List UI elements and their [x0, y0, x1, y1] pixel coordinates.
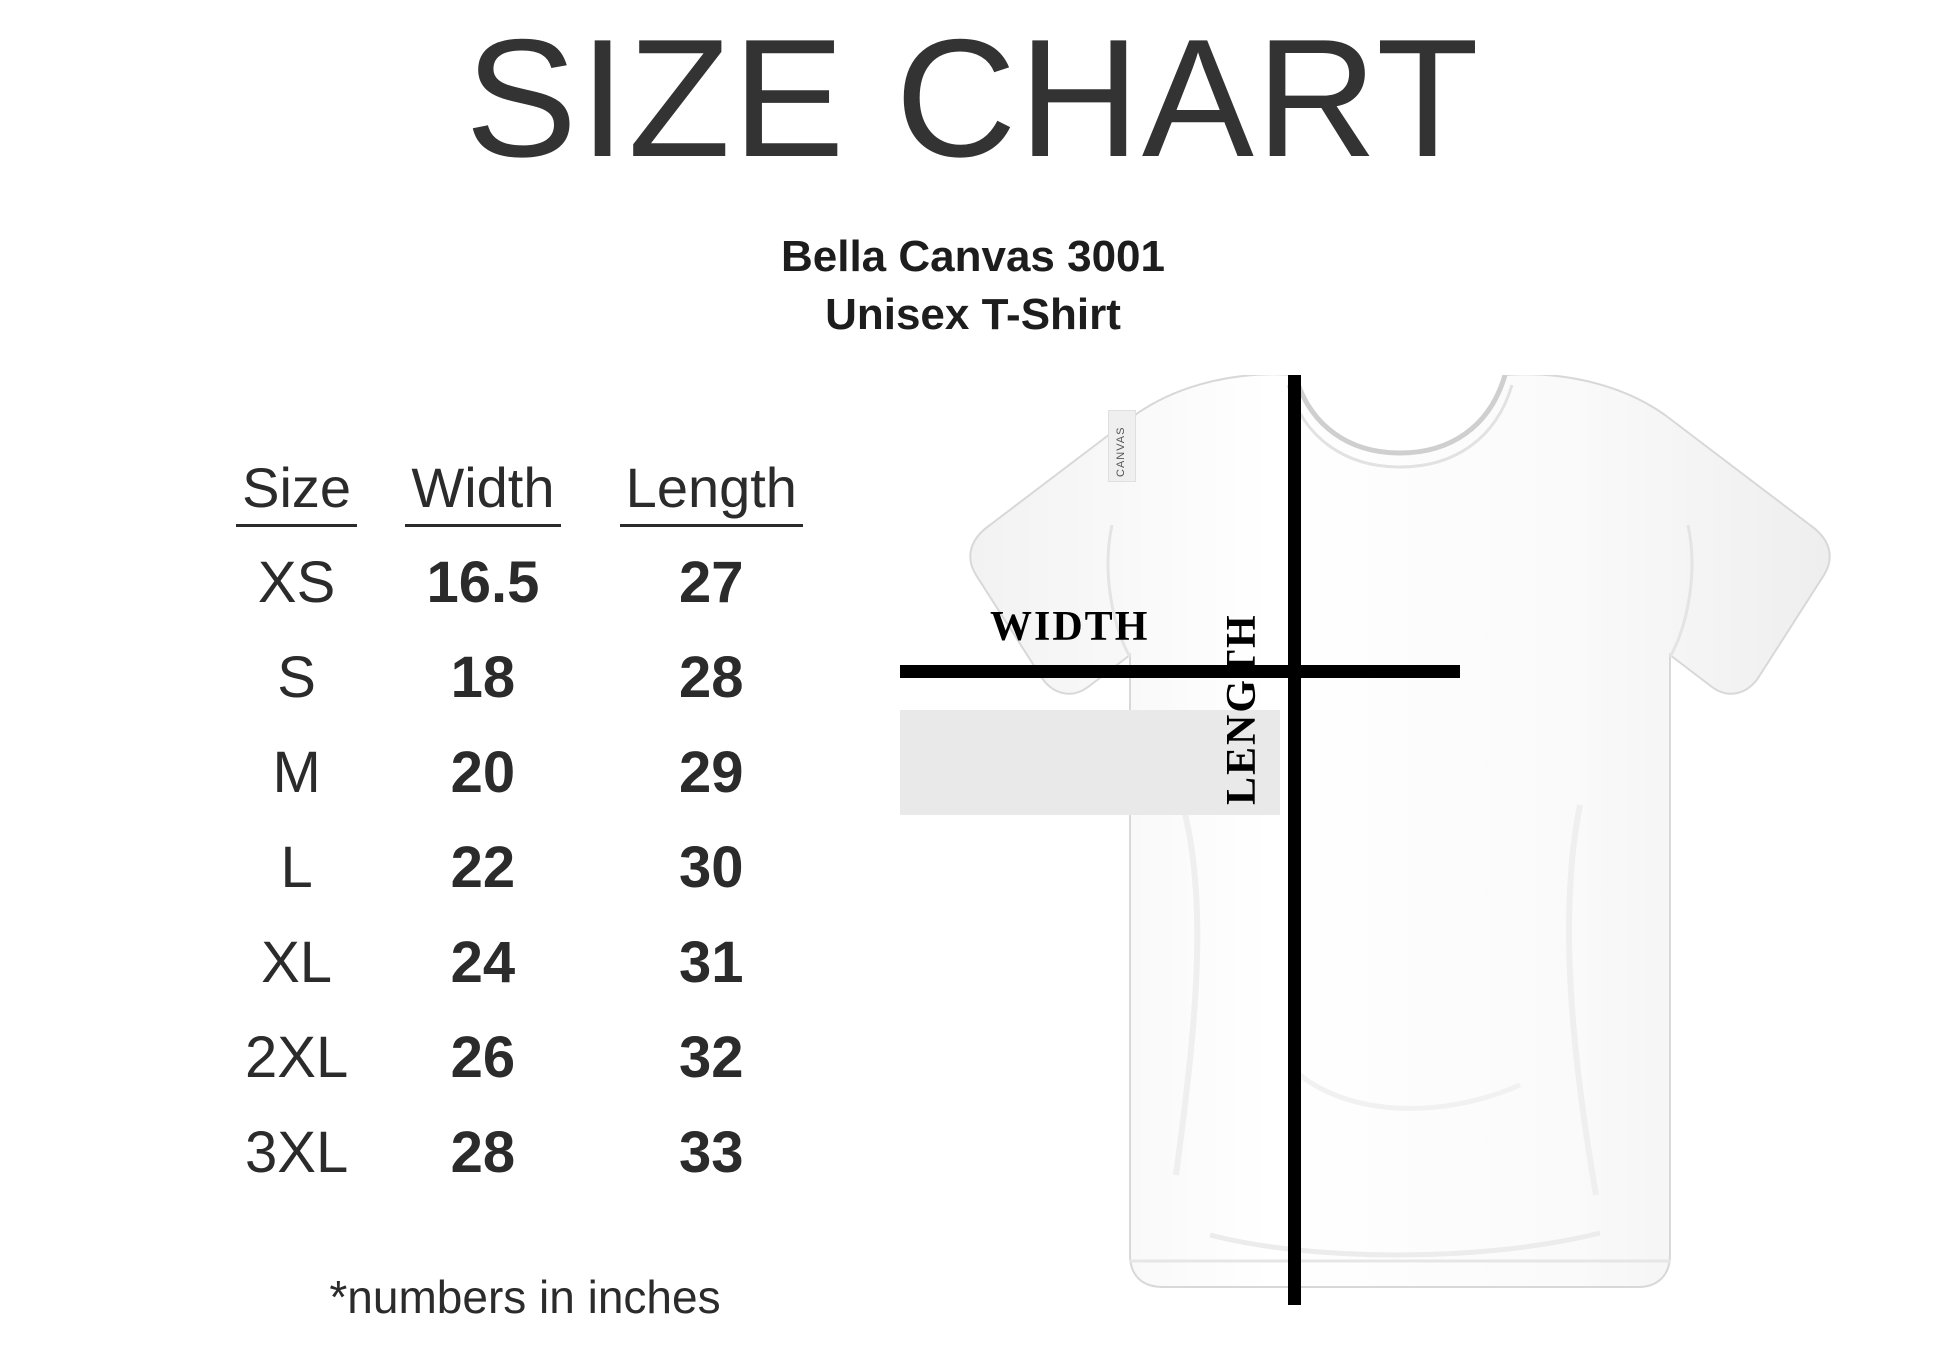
column-header-size: Size — [215, 455, 378, 535]
cell-size: XL — [261, 930, 333, 995]
table-row — [215, 630, 835, 725]
cell-size: S — [277, 645, 316, 710]
table-row — [215, 535, 835, 630]
cell-length: 27 — [679, 550, 744, 615]
length-label: LENGTH — [1219, 613, 1265, 805]
size-chart-table — [215, 455, 835, 1200]
width-label: WIDTH — [990, 604, 1150, 650]
cell-size: M — [272, 740, 321, 805]
cell-width: 18 — [450, 645, 516, 710]
cell-length: 30 — [679, 835, 744, 900]
table-row — [215, 915, 835, 1010]
cell-size: XS — [257, 550, 336, 615]
table-row — [215, 1010, 835, 1105]
cell-size: L — [280, 835, 313, 900]
table-row — [215, 725, 835, 820]
page-title: SIZE CHART — [465, 4, 1481, 192]
product-type: Unisex T-Shirt — [825, 290, 1121, 339]
cell-length: 33 — [679, 1120, 744, 1185]
width-measure-line — [900, 665, 1460, 678]
units-footnote: *numbers in inches — [329, 1271, 721, 1323]
cell-width: 16.5 — [426, 550, 540, 615]
product-name: Bella Canvas 3001 — [780, 232, 1166, 281]
cell-width: 26 — [450, 1025, 516, 1090]
cell-width: 22 — [450, 835, 516, 900]
cell-width: 24 — [450, 930, 516, 995]
brand-tag-label: CANVAS — [1115, 426, 1127, 477]
table-row — [215, 820, 835, 915]
table-header-row — [215, 455, 835, 535]
tshirt-icon — [880, 375, 1920, 1365]
cell-width: 20 — [450, 740, 516, 805]
tshirt-illustration — [880, 375, 1920, 1365]
cell-width: 28 — [450, 1120, 516, 1185]
column-header-length: Length — [588, 455, 835, 535]
cell-length: 28 — [679, 645, 744, 710]
cell-length: 29 — [679, 740, 744, 805]
cell-length: 31 — [679, 930, 744, 995]
cell-size: 3XL — [245, 1120, 349, 1185]
cell-size: 2XL — [245, 1025, 349, 1090]
column-header-width: Width — [378, 455, 587, 535]
length-measure-line — [1288, 375, 1301, 1305]
brand-tag — [1108, 410, 1136, 482]
subtitle-block — [0, 228, 1946, 344]
table-row — [215, 1105, 835, 1200]
cell-length: 32 — [679, 1025, 744, 1090]
